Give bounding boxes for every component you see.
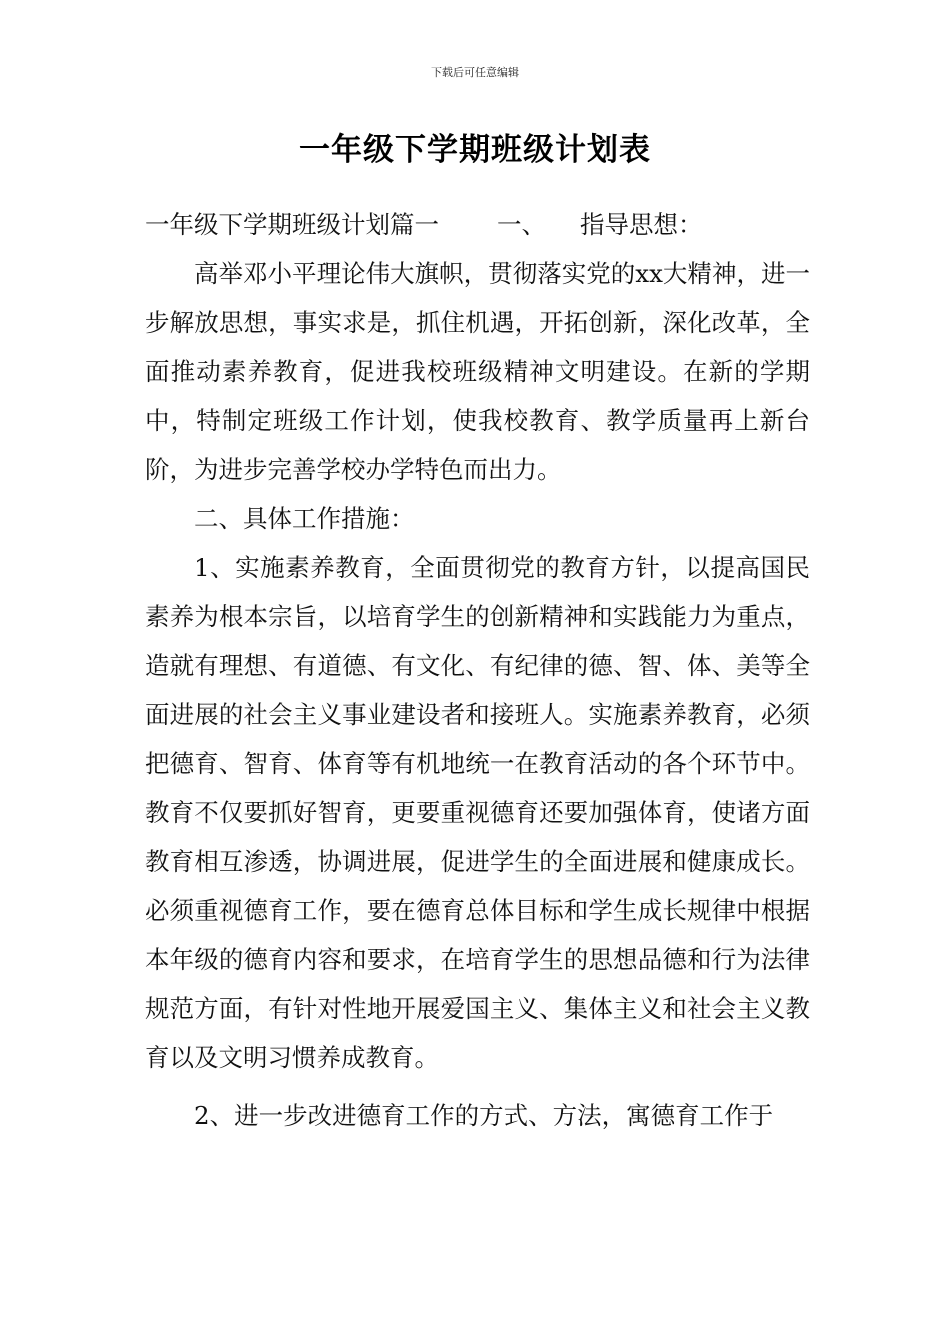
section-one-number: 一、 <box>497 210 546 239</box>
header-note: 下载后可任意编辑 <box>431 66 519 79</box>
paragraph-guiding-thought: 高举邓小平理论伟大旗帜，贯彻落实党的xx大精神，进一步解放思想，事实求是，抓住机遇，开拓创新，深化改革，全面推动素养教育，促进我校班级精神文明建设。在新的学期中，特制定班级工作计划，使我校教育、教学质量再上新台阶，为进步完善学校办学特色而出力。 <box>145 259 810 484</box>
page-title: 一年级下学期班级计划表 <box>299 132 651 168</box>
intro-line <box>145 200 810 249</box>
paragraph-item-one: 1、实施素养教育，全面贯彻党的教育方针，以提高国民素养为根本宗旨，以培育学生的创新精神和实践能力为重点，造就有理想、有道德、有文化、有纪律的德、智、体、美等全面进展的社会主义事业建设者和接班人。实施素养教育，必须把德育、智育、体育等有机地统一在教育活动的各个环节中。教育不仅要抓好智育，更要重视德育还要加强体育，使诸方面教育相互渗透，协调进展，促进学生的全面进展和健康成长。必须重视德育工作，要在德育总体目标和学生成长规律中根据本年级的德育内容和要求，在培育学生的思想品德和行为法律规范方面，有针对性地开展爱国主义、集体主义和社会主义教育以及文明习惯养成教育。 <box>145 553 810 1072</box>
section-one-title: 指导思想： <box>580 210 703 239</box>
section-two-heading: 二、具体工作措施： <box>194 504 415 533</box>
part-title: 一年级下学期班级计划篇一 <box>145 210 439 239</box>
document-body <box>145 200 810 1140</box>
paragraph-item-two: 2、进一步改进德育工作的方式、方法，寓德育工作于 <box>194 1101 774 1130</box>
